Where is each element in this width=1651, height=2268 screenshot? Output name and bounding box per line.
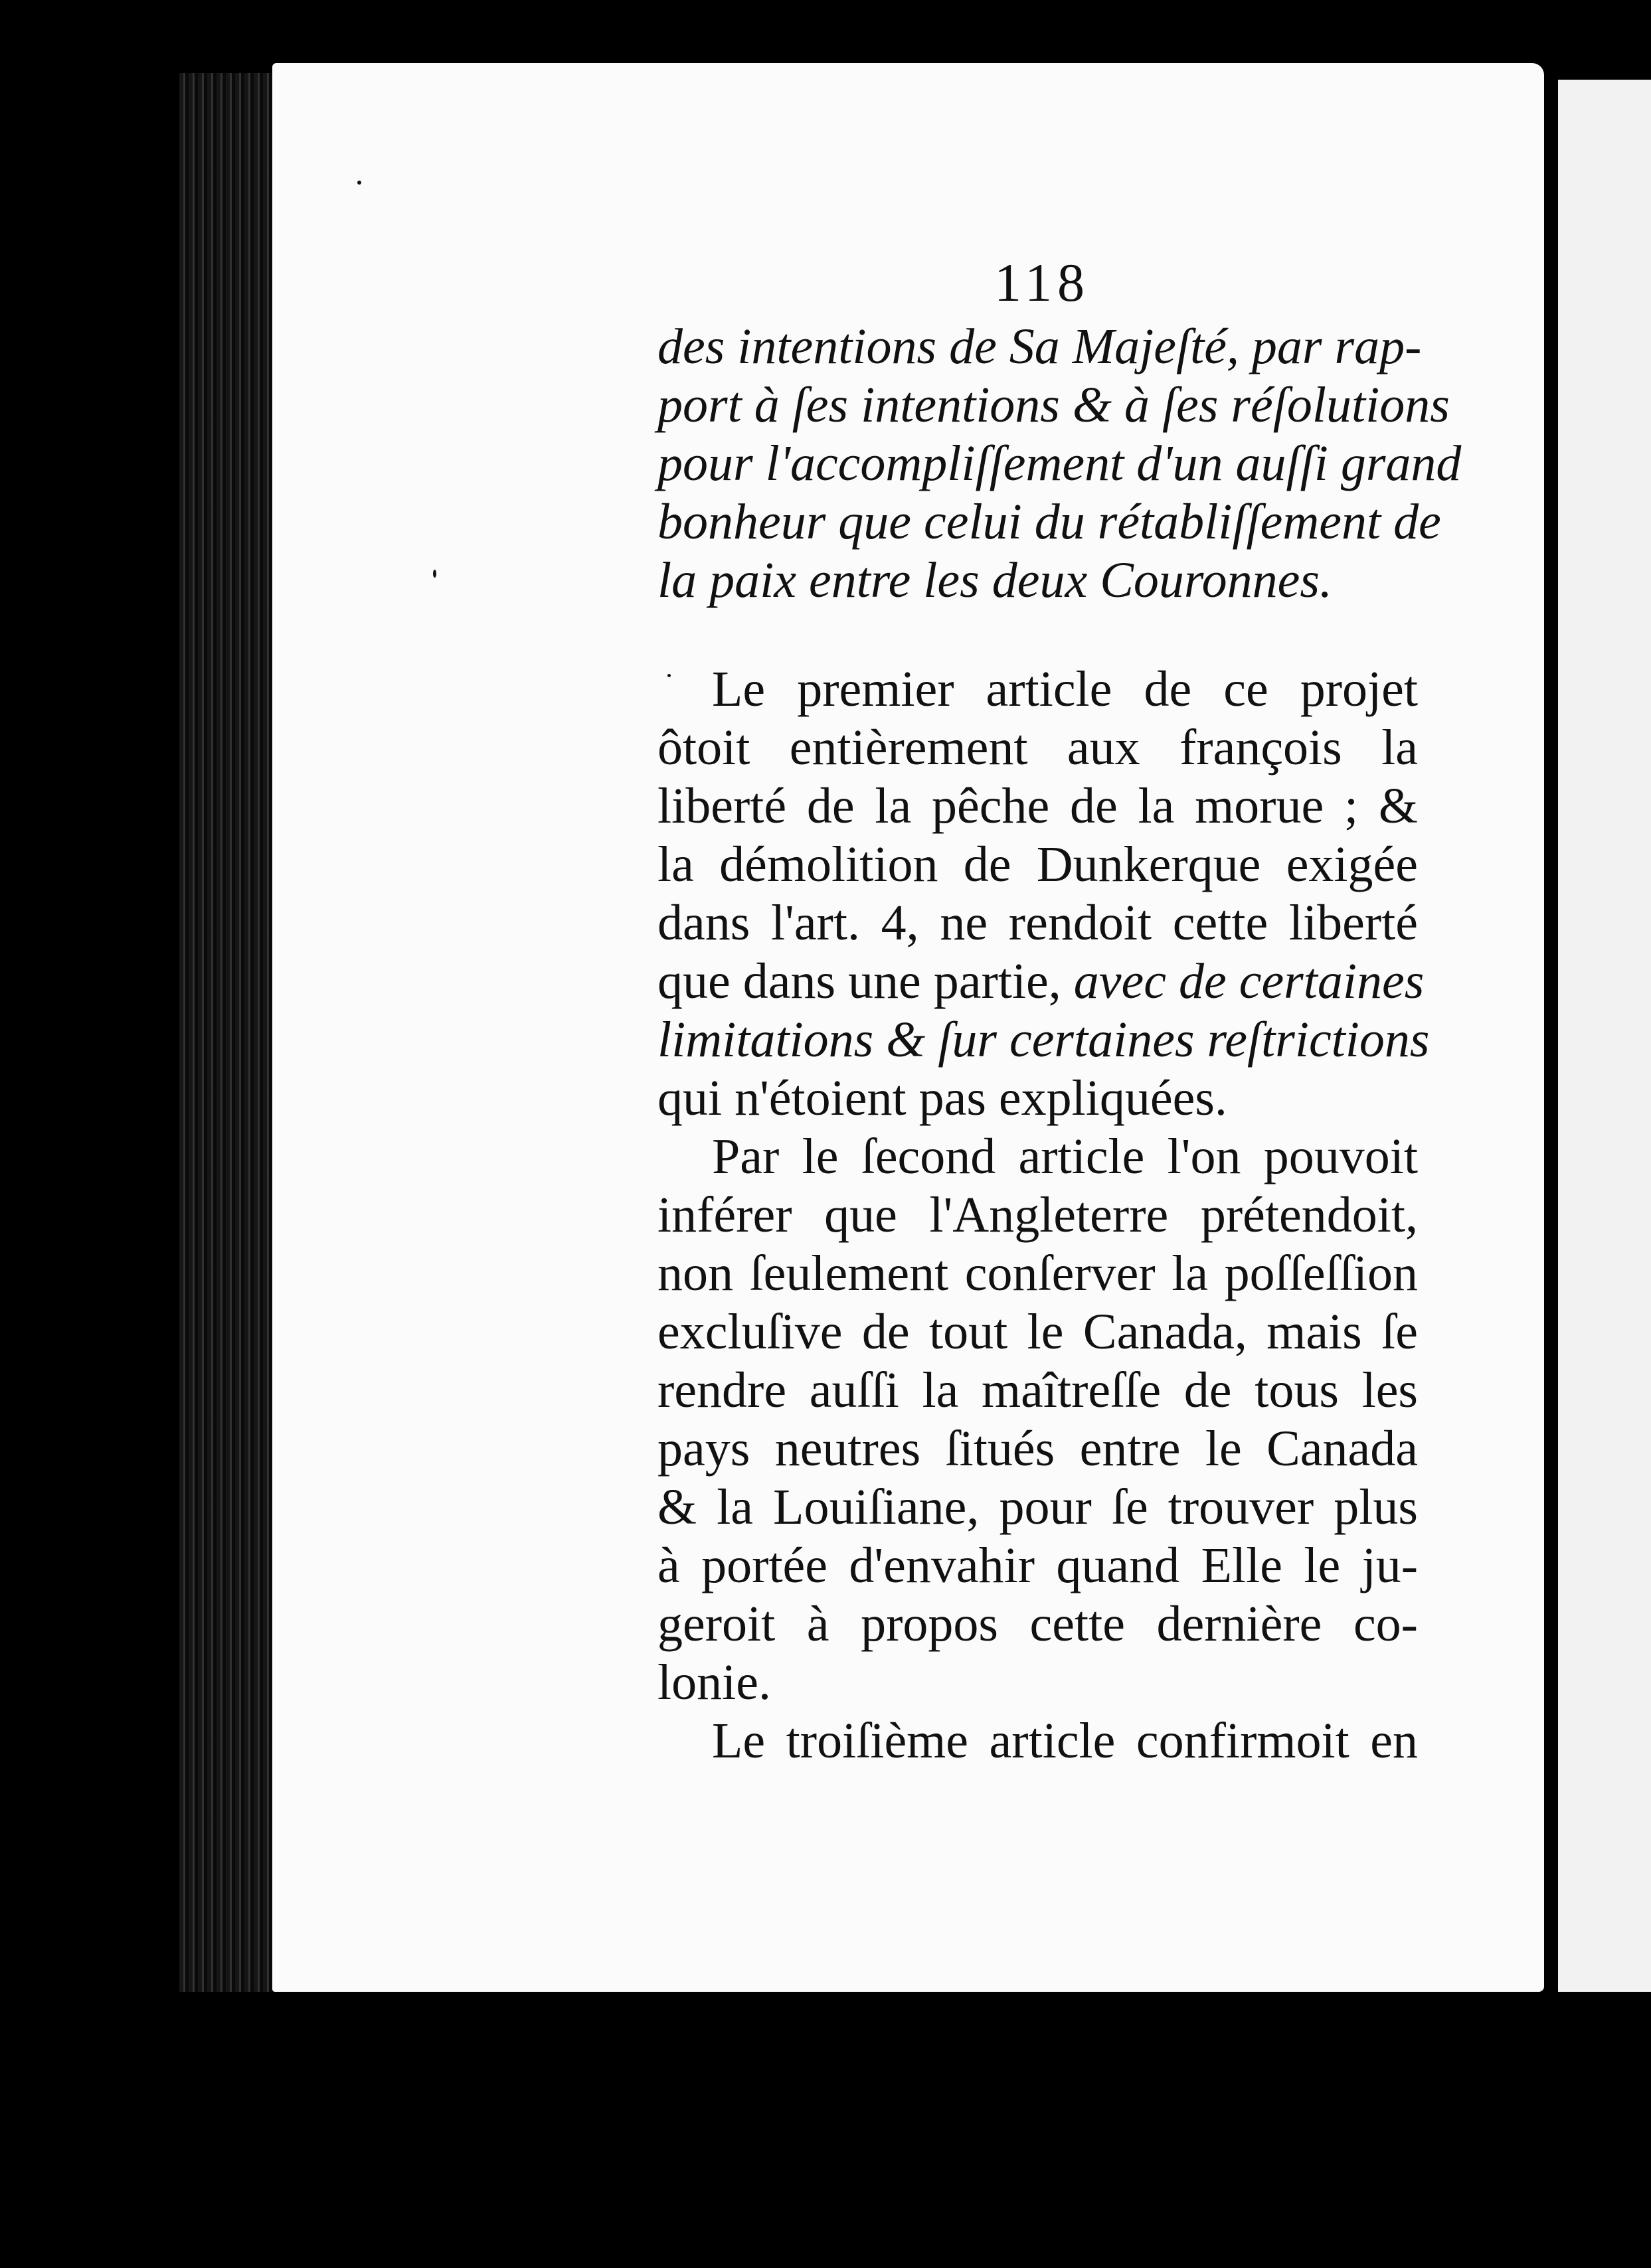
text-line: à portée d'envahir quand Elle le ju- [657, 1538, 1418, 1593]
text-line: inférer que l'Angleterre prétendoit, [657, 1187, 1418, 1243]
italic-text-run: avec de certaines [1073, 953, 1425, 1009]
text-line: geroit à propos cette dernière co- [657, 1596, 1418, 1652]
book-edge [179, 73, 272, 1992]
adjacent-page-edge [1554, 80, 1651, 1992]
text-line: qui n'étoient pas expliquées. [657, 1070, 1227, 1126]
text-line: des intentions de Sa Majeſté, par rap- [657, 319, 1422, 374]
text-line: Le premier article de ce projet [712, 661, 1418, 717]
page-text [657, 317, 1462, 1770]
text-line: lonie. [657, 1655, 771, 1710]
text-line: & la Louiſiane, pour ſe trouver plus [657, 1479, 1418, 1535]
text-line: pour l'accompliſſement d'un auſſi grand [657, 436, 1462, 491]
text-line: Le troiſième article confirmoit en [712, 1713, 1418, 1769]
text-line: limitations & ſur certaines reſtrictions [657, 1012, 1430, 1068]
page-number: 118 [994, 252, 1090, 313]
text-line: la paix entre les deux Couronnes. [657, 552, 1332, 608]
paper-speck [433, 570, 436, 578]
text-line: port à ſes intentions & à ſes réſolutions [657, 377, 1450, 433]
text-line: ôtoit entièrement aux françois la [657, 720, 1418, 775]
intro-italic-passage [657, 317, 1462, 609]
paper-speck [357, 181, 361, 185]
text-line: la démolition de Dunkerque exigée [657, 837, 1418, 892]
text-line: rendre auſſi la maîtreſſe de tous les [657, 1362, 1418, 1418]
text-line: non ſeulement conſerver la poſſeſſion [657, 1246, 1418, 1301]
text-run: que dans une partie, [657, 953, 1074, 1009]
text-line: pays neutres ſitués entre le Canada [657, 1421, 1418, 1477]
text-line: bonheur que celui du rétabliſſement de [657, 494, 1441, 550]
text-line: Par le ſecond article l'on pouvoit [712, 1129, 1418, 1184]
paragraph-3 [657, 1712, 1418, 1770]
text-line: dans l'art. 4, ne rendoit cette liberté [657, 895, 1418, 951]
paragraph-2 [657, 1127, 1418, 1712]
text-line: excluſive de tout le Canada, mais ſe [657, 1304, 1418, 1360]
text-line [657, 952, 1425, 1011]
text-line: liberté de la pêche de la morue ; & [657, 778, 1418, 834]
paragraph-1 [657, 660, 1430, 1127]
